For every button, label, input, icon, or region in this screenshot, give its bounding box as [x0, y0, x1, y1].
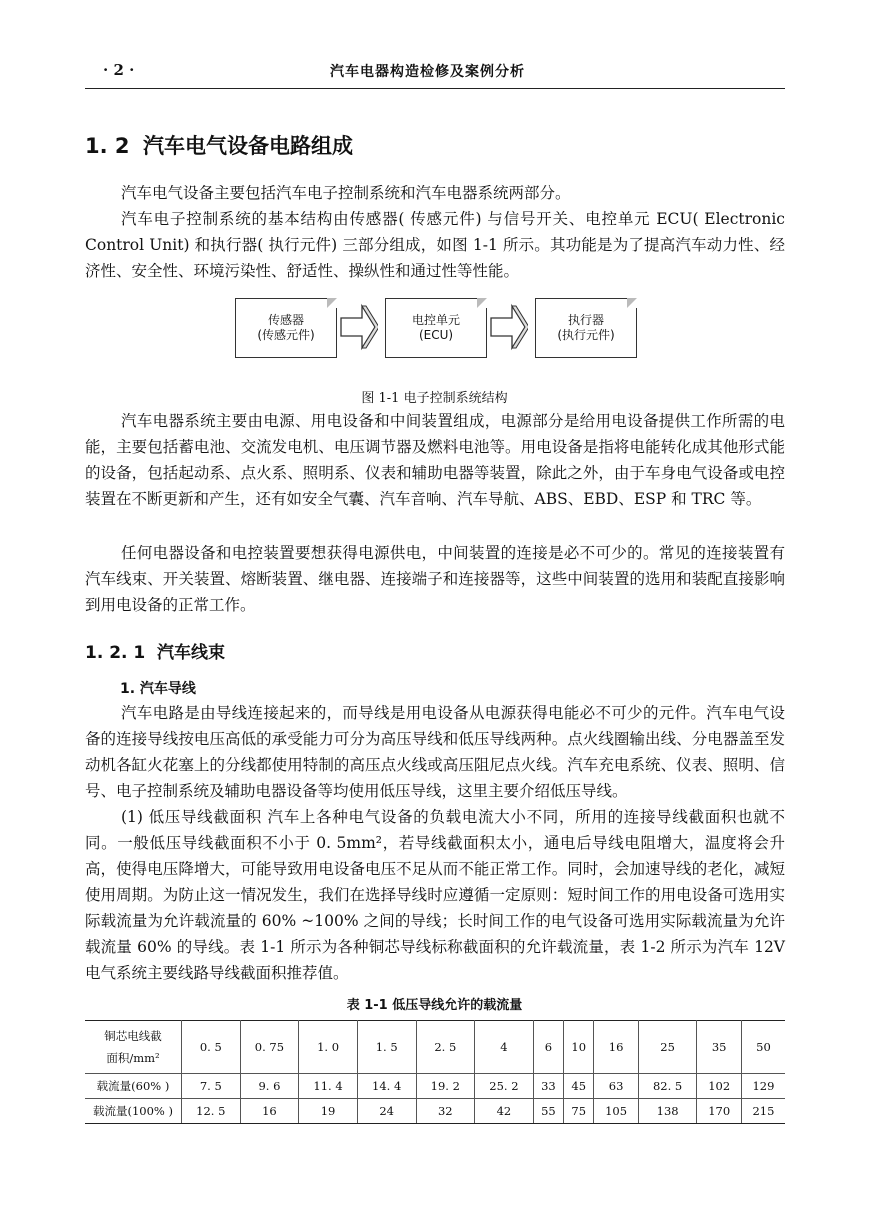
table-cell: 16 — [594, 1021, 638, 1074]
table-cell: 32 — [416, 1099, 475, 1124]
right-arrow-icon — [488, 302, 528, 352]
table-cell: 6 — [533, 1021, 563, 1074]
section-title: 汽车电气设备电路组成 — [143, 134, 353, 158]
subsection-heading — [85, 638, 225, 663]
table-cell: 45 — [564, 1074, 594, 1099]
header-divider — [85, 88, 785, 89]
table-cell: 12. 5 — [182, 1099, 241, 1124]
subsection-number: 1. 2. 1 — [85, 643, 146, 663]
ecu-structure-diagram — [0, 290, 869, 370]
ecu-box-line1: 电控单元 — [411, 313, 460, 327]
section-heading — [85, 130, 353, 160]
ecu-box-line2: (ECU) — [418, 328, 454, 342]
table-cell: 0. 75 — [240, 1021, 299, 1074]
table-cell: 14. 4 — [357, 1074, 416, 1099]
table-cell: 11. 4 — [299, 1074, 358, 1099]
sensor-box-line2: (传感元件) — [257, 328, 315, 342]
table-header-label — [85, 1021, 182, 1074]
paragraph-ecu-structure: 汽车电子控制系统的基本结构由传感器( 传感元件) 与信号开关、电控单元 ECU( Electronic Control Unit) 和执行器( 执行元件) 三部分组成，如图 1-1 所示。其功能是为了提高汽车动力性、经济性、安全性、环境污染性、舒适性、操纵性和通过性等性能。 — [85, 210, 785, 280]
paragraph-wire-cross-section: (1) 低压导线截面积 汽车上各种电气设备的负载电流大小不同，所用的连接导线截面积也就不同。一般低压导线截面积不小于 0. 5mm²，若导线截面积太小，通电后导线电阻增大，温度将会升高，使得电压降增大，可能导致用电设备电压不足从而不能正常工作。同时，会加速导线的老化，减短使用周期。为防止这一情况发生，我们在选择导线时应遵循一定原则：短时间工作的用电设备可选用实际载流量为允许载流量的 60% ~100% 之间的导线；长时间工作的电气设备可选用实际载流量为允许载流量 60% 的导线。表 1-1 所示为各种铜芯导线标称截面积的允许载流量，表 1-2 所示为汽车 12V 电气系统主要线路导线截面积推荐值。 — [85, 808, 785, 982]
table-caption: 表 1-1 低压导线允许的载流量 — [346, 998, 523, 1013]
table-cell: 4 — [475, 1021, 534, 1074]
table-cell: 170 — [697, 1099, 741, 1124]
actuator-box-line1: 执行器 — [567, 313, 604, 327]
page-number: · 2 · — [103, 61, 135, 79]
paragraph-wires-intro: 汽车电路是由导线连接起来的，而导线是用电设备从电源获得电能必不可少的元件。汽车电气设备的连接导线按电压高低的承受能力可分为高压导线和低压导线两种。点火线圈输出线、分电器盖至发动机各缸火花塞上的分线都使用特制的高压点火线或高压阻尼点火线。汽车充电系统、仪表、照明、信号、电子控制系统及辅助电器设备等均使用低压导线，这里主要介绍低压导线。 — [85, 704, 785, 800]
ecu-box — [385, 298, 487, 358]
table-cell: 19 — [299, 1099, 358, 1124]
table-cell: 50 — [741, 1021, 785, 1074]
table-cell: 0. 5 — [182, 1021, 241, 1074]
table-cell: 129 — [741, 1074, 785, 1099]
table-header-label-line1: 铜芯电线截 — [104, 1029, 162, 1043]
table-row — [85, 1074, 785, 1099]
table-cell: 215 — [741, 1099, 785, 1124]
actuator-box-line2: (执行元件) — [557, 328, 615, 342]
table-cell: 9. 6 — [240, 1074, 299, 1099]
table-cell: 42 — [475, 1099, 534, 1124]
running-header-title: 汽车电器构造检修及案例分析 — [330, 64, 525, 80]
right-arrow-icon — [338, 302, 378, 352]
paragraph-electrical-system: 汽车电器系统主要由电源、用电设备和中间装置组成，电源部分是给用电设备提供工作所需的电能，主要包括蓄电池、交流发电机、电压调节器及燃料电池等。用电设备是指将电能转化成其他形式能的设备，包括起动系、点火系、照明系、仪表和辅助电器等装置，除此之外，由于车身电气设备或电控装置在不断更新和产生，还有如安全气囊、汽车音响、汽车导航、ABS、EBD、ESP 和 TRC 等。 — [85, 412, 785, 508]
table-cell: 7. 5 — [182, 1074, 241, 1099]
table-cell: 138 — [638, 1099, 697, 1124]
table-cell: 2. 5 — [416, 1021, 475, 1074]
table-row-label: 载流量(60% ) — [85, 1074, 182, 1099]
table-row-label: 载流量(100% ) — [85, 1099, 182, 1124]
table-cell: 55 — [533, 1099, 563, 1124]
paragraph-intro: 汽车电气设备主要包括汽车电子控制系统和汽车电器系统两部分。 — [121, 184, 571, 202]
table-cell: 102 — [697, 1074, 741, 1099]
table-cell: 1. 5 — [357, 1021, 416, 1074]
table-cell: 25 — [638, 1021, 697, 1074]
table-cell: 105 — [594, 1099, 638, 1124]
table-header-label-line2: 面积/mm² — [106, 1051, 160, 1065]
table-cell: 16 — [240, 1099, 299, 1124]
figure-caption: 图 1-1 电子控制系统结构 — [361, 391, 508, 406]
current-capacity-table — [85, 1020, 785, 1124]
table-cell: 75 — [564, 1099, 594, 1124]
table-cell: 10 — [564, 1021, 594, 1074]
table-cell: 24 — [357, 1099, 416, 1124]
table-row — [85, 1099, 785, 1124]
table-cell: 25. 2 — [475, 1074, 534, 1099]
subsubsection-heading: 1. 汽车导线 — [120, 681, 196, 697]
table-cell: 1. 0 — [299, 1021, 358, 1074]
table-cell: 63 — [594, 1074, 638, 1099]
actuator-box — [535, 298, 637, 358]
table-header-row — [85, 1021, 785, 1074]
table-cell: 33 — [533, 1074, 563, 1099]
table-cell: 19. 2 — [416, 1074, 475, 1099]
table-cell: 35 — [697, 1021, 741, 1074]
table-cell: 82. 5 — [638, 1074, 697, 1099]
sensor-box — [235, 298, 337, 358]
section-number: 1. 2 — [85, 134, 130, 158]
subsection-title: 汽车线束 — [157, 643, 225, 663]
sensor-box-line1: 传感器 — [267, 313, 304, 327]
paragraph-connection-devices: 任何电器设备和电控装置要想获得电源供电，中间装置的连接是必不可少的。常见的连接装置有汽车线束、开关装置、熔断装置、继电器、连接端子和连接器等，这些中间装置的选用和装配直接影响到用电设备的正常工作。 — [85, 544, 785, 614]
